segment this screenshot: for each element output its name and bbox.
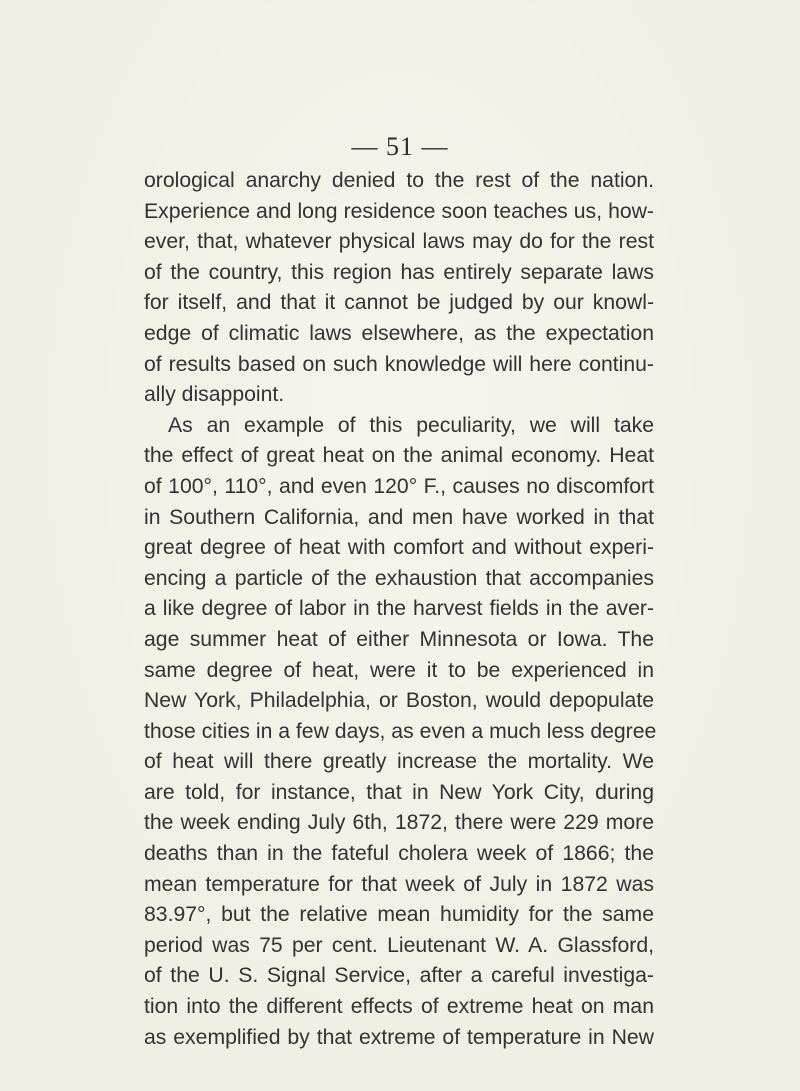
text-line: period was 75 per cent. Lieutenant W. A. Glassford, — [144, 933, 654, 957]
text-line: edge of climatic laws elsewhere, as the expectation — [144, 321, 654, 345]
body-text — [144, 166, 657, 1053]
text-line: the week ending July 6th, 1872, there were 229 more — [144, 811, 654, 835]
text-line: as exemplified by that extreme of temperature in New — [144, 1025, 654, 1049]
text-line: tion into the different effects of extreme heat on man — [144, 995, 654, 1019]
text-line: of the U. S. Signal Service, after a careful investiga- — [144, 964, 654, 988]
text-line: ever, that, whatever physical laws may do for the rest — [144, 230, 654, 254]
text-line: orological anarchy denied to the rest of the nation. — [144, 169, 654, 192]
text-line: mean temperature for that week of July in 1872 was — [144, 872, 654, 896]
text-line: those cities in a few days, as even a much less degree — [144, 719, 657, 743]
text-line: of 100°, 110°, and even 120° F., causes no discomfort — [144, 474, 654, 498]
text-line: of heat will there greatly increase the mortality. We — [144, 750, 654, 774]
text-line: the effect of great heat on the animal economy. Heat — [144, 444, 654, 468]
text-line: for itself, and that it cannot be judged by our knowl- — [144, 291, 654, 315]
page-number: — 51 — — [351, 132, 449, 161]
text-line: New York, Philadelphia, or Boston, would depopulate — [144, 689, 654, 713]
text-line: As an example of this peculiarity, we will take — [168, 413, 654, 437]
text-line: of the country, this region has entirely separate laws — [144, 260, 654, 284]
text-line: same degree of heat, were it to be experienced in — [144, 658, 654, 682]
text-line: Experience and long residence soon teaches us, how- — [144, 199, 654, 223]
text-line: great degree of heat with comfort and without experi- — [144, 536, 654, 560]
text-line: in Southern California, and men have worked in that — [144, 505, 654, 529]
text-line: encing a particle of the exhaustion that accompanies — [144, 566, 654, 590]
text-line: age summer heat of either Minnesota or Iowa. The — [144, 627, 654, 651]
text-line: 83.97°, but the relative mean humidity for the same — [144, 903, 654, 927]
text-line: ally disappoint. — [144, 383, 285, 407]
text-line: a like degree of labor in the harvest fields in the aver- — [144, 597, 654, 621]
text-line: are told, for instance, that in New York City, during — [144, 780, 654, 804]
text-line: of results based on such knowledge will here continu- — [144, 352, 654, 376]
text-line: deaths than in the fateful cholera week of 1866; the — [144, 842, 654, 866]
